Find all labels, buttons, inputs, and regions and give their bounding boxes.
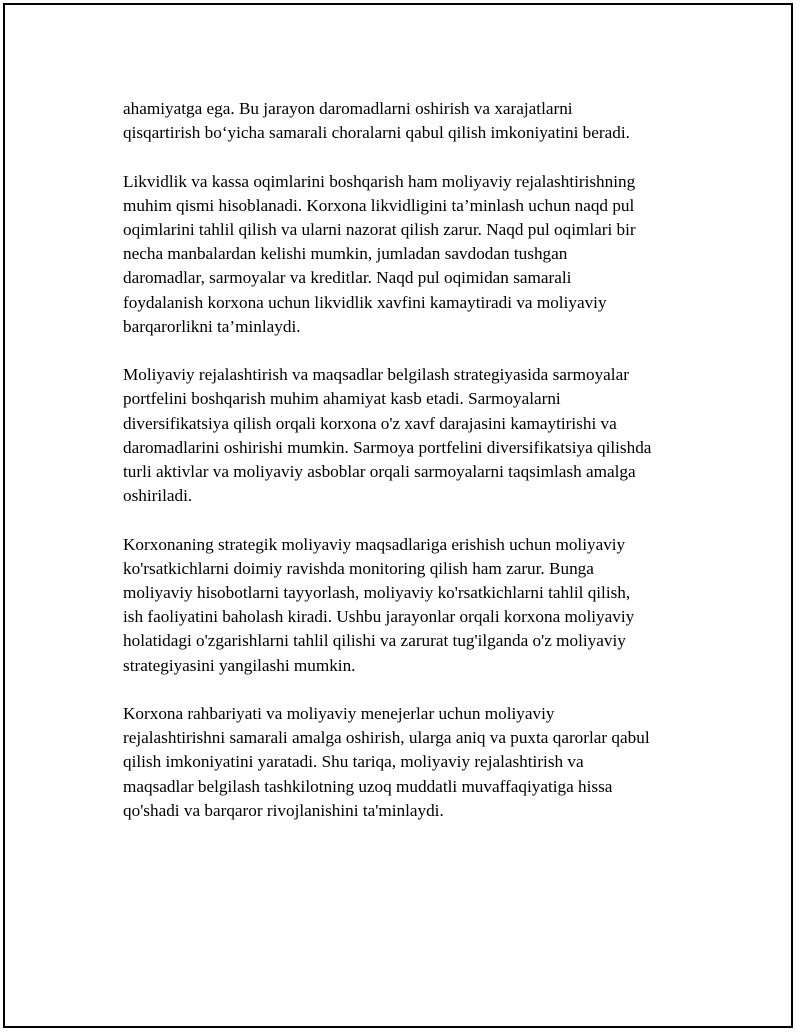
paragraph-5: Korxona rahbariyati va moliyaviy menejerlar uchun moliyaviy rejalashtirishni samarali amalga oshirish, ularga aniq va puxta qarorlar qabul qilish imkoniyatini yaratadi. Shu tariqa, moliyaviy rejalashtirish va maqsadlar belgilash tashkilotning uzoq muddatli muvaffaqiyatiga hissa qo'shadi va barqaror rivojlanishini ta'minlaydi. bbox=[123, 704, 650, 820]
page-frame bbox=[3, 3, 793, 1028]
paragraph-2: Likvidlik va kassa oqimlarini boshqarish ham moliyaviy rejalashtirishning muhim qismi hisoblanadi. Korxona likvidligini ta’minlash uchun naqd pul oqimlarini tahlil qilish va ularni nazorat qilish zarur. Naqd pul oqimlari bir necha manbalardan kelishi mumkin, jumladan savdodan tushgan daromadlar, sarmoyalar va kreditlar. Naqd pul oqimidan samarali foydalanish korxona uchun likvidlik xavfini kamaytiradi va moliyaviy barqarorlikni ta’minlaydi. bbox=[123, 171, 636, 336]
paragraph-4: Korxonaning strategik moliyaviy maqsadlariga erishish uchun moliyaviy ko'rsatkichlarni doimiy ravishda monitoring qilish ham zarur. Bunga moliyaviy hisobotlarni tayyorlash, moliyaviy ko'rsatkichlarni tahlil qilish, ish faoliyatini baholash kiradi. Ushbu jarayonlar orqali korxona moliyaviy holatidagi o'zgarishlarni tahlil qilishi va zarurat tug'ilganda o'z moliyaviy strategiyasini yangilashi mumkin. bbox=[123, 534, 635, 675]
document-body bbox=[123, 97, 703, 847]
paragraph-1: ahamiyatga ega. Bu jarayon daromadlarni oshirish va xarajatlarni qisqartirish bo‘yicha samarali choralarni qabul qilish imkoniyatini beradi. bbox=[123, 99, 630, 143]
paragraph-3: Moliyaviy rejalashtirish va maqsadlar belgilash strategiyasida sarmoyalar portfelini boshqarish muhim ahamiyat kasb etadi. Sarmoyalarni diversifikatsiya qilish orqali korxona o'z xavf darajasini kamaytirishi va daromadlarini oshirishi mumkin. Sarmoya portfelini diversifikatsiya qilishda turli aktivlar va moliyaviy asboblar orqali sarmoyalarni taqsimlash amalga oshiriladi. bbox=[123, 365, 652, 506]
